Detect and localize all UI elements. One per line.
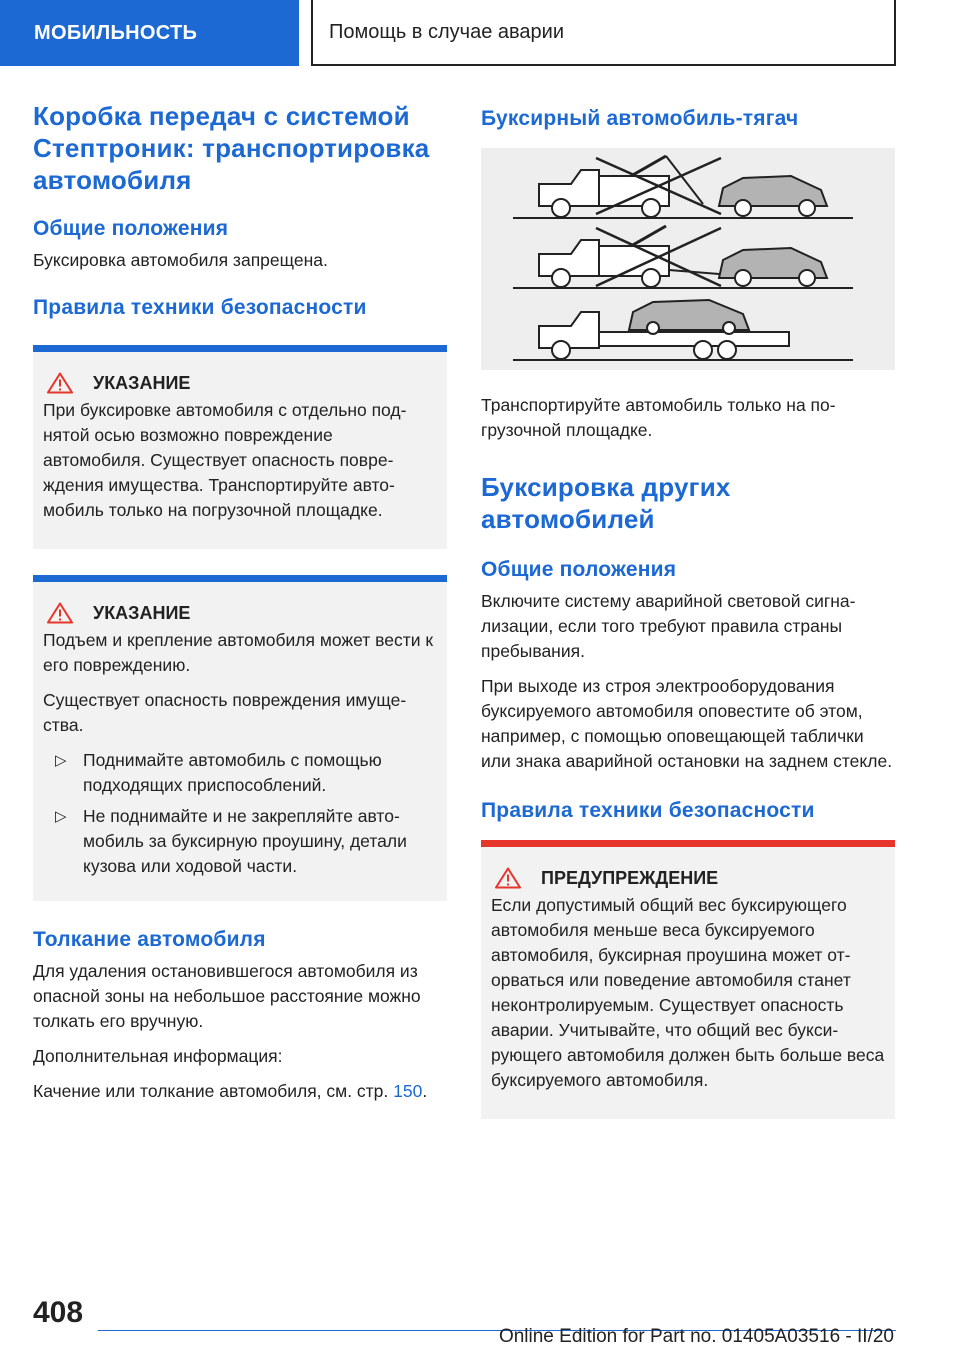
bullet-triangle-icon: ▷ (55, 808, 67, 825)
warning-box (481, 840, 895, 1119)
general-heading: Общие положения (33, 217, 229, 240)
safety-heading-2: Правила техники безопасности (481, 799, 815, 822)
warning-text: Если допустимый общий вес буксирующего автомобиля меньше веса буксируемого автомобиля, буксирная проушина может оторваться или поведение автомобиля станет неконтролируемым. Существует опасность аварии. Учитывайте, что общий вес буксирующего автомобиля должен быть больше веса буксируемого автомобиля. (491, 895, 885, 1090)
page-link[interactable]: 150 (393, 1081, 423, 1101)
bullet-triangle-icon: ▷ (55, 752, 67, 769)
other-vehicles-heading: Буксировка других автомобилей (481, 472, 731, 534)
warning-triangle-icon (47, 372, 73, 394)
section-title: Помощь в случае аварии (329, 20, 564, 43)
list-item: ▷ Поднимайте автомобиль с помощью подходящих приспособлений. (55, 750, 382, 795)
general-heading-2: Общие положения (481, 558, 677, 581)
page-number: 408 (33, 1296, 84, 1329)
notice-list (43, 748, 437, 879)
push-text: Для удаления остановившегося автомобиля из опасной зоны на небольшое расстояние можно толкать его вручную. (33, 961, 421, 1031)
push-heading: Толкание автомобиля (33, 928, 266, 951)
edition-text: Online Edition for Part no. 01405A03516 - II/20 (498, 1326, 894, 1347)
notice-box-1 (33, 345, 447, 549)
general-text-1: Включите систему аварийной световой сигнализации, если того требуют правила страны пребывания. (481, 591, 856, 661)
chapter-tab (0, 0, 299, 66)
chapter-title: МОБИЛЬНОСТЬ (34, 21, 198, 44)
right-column (481, 100, 895, 1145)
notice-text-1: При буксировке автомобиля с отдельно поднятой осью возможно повреждение автомобиля. Существует опасность повреждения имущества. Транспортируйте автомобиль только на погрузочной площадке. (43, 400, 407, 520)
notice-text-2a: Подъем и крепление автомобиля может вести к его повреждению. (43, 630, 434, 675)
warning-triangle-icon (495, 867, 521, 889)
section-header (311, 0, 896, 66)
left-column (33, 100, 447, 1114)
list-item: ▷ Не поднимайте и не закрепляйте автомобиль за буксирную проушину, детали кузова или ходовой части. (55, 806, 407, 876)
warning-triangle-icon (47, 602, 73, 624)
steptronic-heading: Коробка передач с системой Стептроник: транспортировка автомобиля (33, 101, 430, 195)
more-info: Дополнительная информация: (33, 1046, 283, 1066)
warning-title: ПРЕДУПРЕЖДЕНИЕ (491, 865, 885, 891)
safety-heading: Правила техники безопасности (33, 296, 367, 319)
notice-box-2 (33, 575, 447, 901)
notice-title-2: УКАЗАНИЕ (43, 600, 437, 626)
general-text: Буксировка автомобиля запрещена. (33, 250, 328, 270)
towing-illustration (481, 148, 895, 370)
general-text-2: При выходе из строя электрооборудования буксируемого автомобиля оповестите об этом, например, с помощью оповещающей таблички или знака аварийной остановки на заднем стекле. (481, 676, 893, 771)
reference: Качение или толкание автомобиля, см. стр. 150. (33, 1081, 428, 1101)
notice-text-2b: Существует опасность повреждения имущества. (43, 690, 407, 735)
notice-title-1: УКАЗАНИЕ (43, 370, 437, 396)
figure-caption: Транспортируйте автомобиль только на погрузочной площадке. (481, 395, 836, 440)
tow-heading: Буксирный автомобиль-тягач (481, 107, 799, 130)
